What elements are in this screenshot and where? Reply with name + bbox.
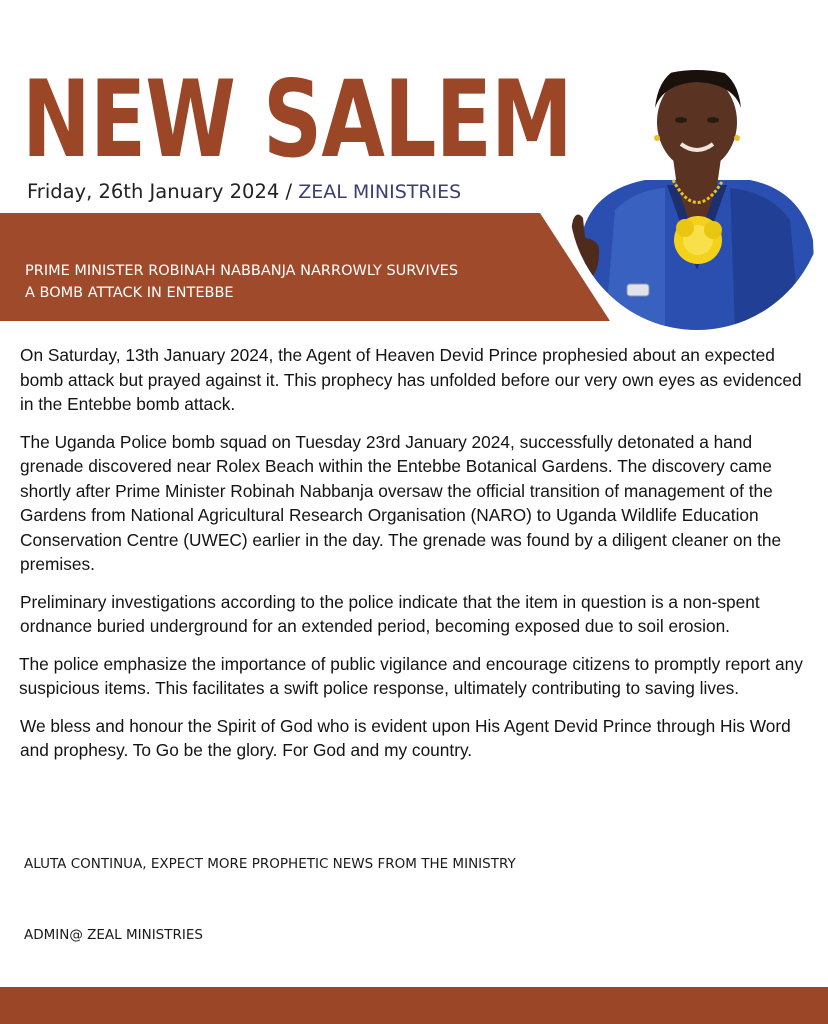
article-paragraph-1: On Saturday, 13th January 2024, the Agent of Heaven Devid Prince prophesied about an expected bomb attack but prayed against it. This prophecy has unfolded before our very own eyes as evidenced in the Entebbe bomb attack. [20, 345, 802, 414]
article-body [20, 343, 813, 776]
footer-bar [0, 987, 828, 1024]
article-paragraph-5: We bless and honour the Spirit of God who is evident upon His Agent Devid Prince through His Word and prophesy. To Go be the glory. For God and my country. [20, 715, 791, 760]
headline-line-1: PRIME MINISTER ROBINAH NABBANJA NARROWLY SURVIVES [25, 263, 459, 279]
dateline-separator: / [279, 180, 299, 203]
masthead-title: NEW SALEM [22, 56, 573, 182]
dateline [27, 180, 461, 203]
issue-date: Friday, 26th January 2024 [27, 180, 280, 203]
organization-name: ZEAL MINISTRIES [298, 181, 462, 203]
portrait-photo [555, 40, 820, 330]
closing-line: ALUTA CONTINUA, EXPECT MORE PROPHETIC NEWS FROM THE MINISTRY [24, 856, 516, 872]
headline-line-2: A BOMB ATTACK IN ENTEBBE [25, 285, 234, 301]
signature: ADMIN@ ZEAL MINISTRIES [24, 927, 203, 943]
headline [25, 260, 535, 304]
article-paragraph-2: The Uganda Police bomb squad on Tuesday 23rd January 2024, successfully detonated a hand grenade discovered near Rolex Beach within the Entebbe Botanical Gardens. The discovery came shortly after Prime Minister Robinah Nabbanja oversaw the official transition of management of the Gardens from National Agricultural Research Organisation (NARO) to Uganda Wildlife Education Conservation Centre (UWEC) earlier in the day. The grenade was found by a diligent cleaner on the premises. [20, 431, 782, 574]
article-paragraph-4: The police emphasize the importance of public vigilance and encourage citizens to promptly report any suspicious items. This facilitates a swift police response, ultimately contributing to saving lives. [19, 653, 803, 698]
article-paragraph-3: Preliminary investigations according to the police indicate that the item in question is a non-spent ordnance buried underground for an extended period, becoming exposed due to soil erosion. [20, 591, 760, 636]
